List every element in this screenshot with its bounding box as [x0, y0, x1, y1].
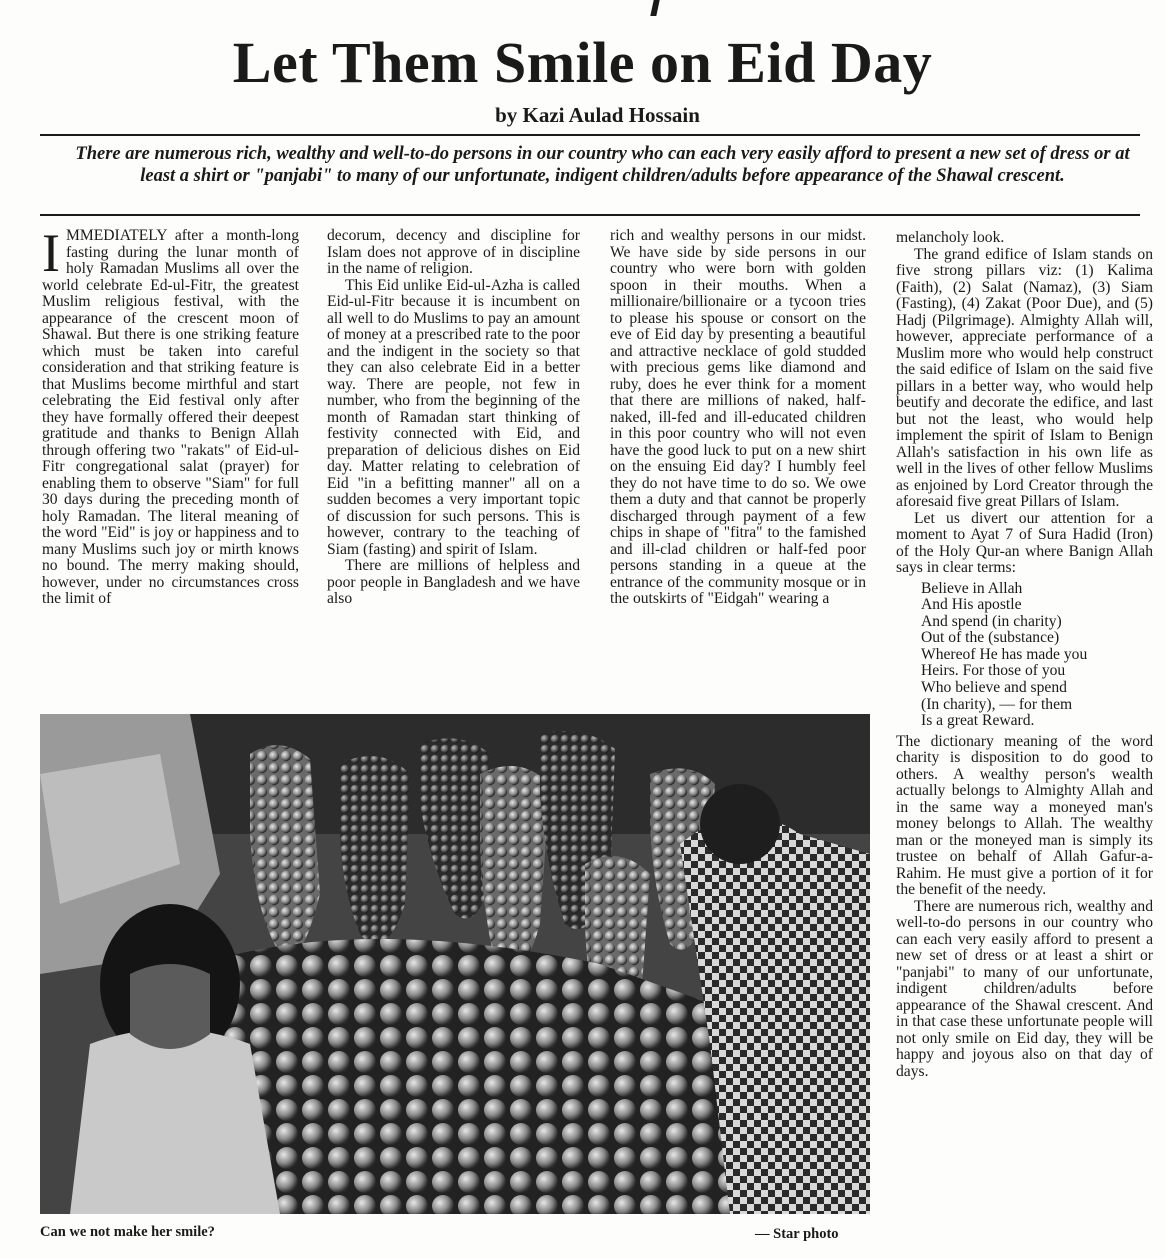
market-fruit-photo	[40, 714, 870, 1214]
standfirst: There are numerous rich, wealthy and well-to-do persons in our country who can each very easily afford to present a new set of dress or at least a shirt or "panjabi" to many of our unfortunate, indigent children/adults before appearance of the Shawal crescent.	[75, 144, 1130, 186]
paragraph: The grand edifice of Islam stands on five strong pillars viz: (1) Kalima (Faith), (2) Salat (Namaz), (3) Siam (Fasting), (4) Zakat (Poor Due), and (5) Hadj (Pilgrimage). Almighty Allah will, however, appreciate performance of a Muslim more who would help construct the said edifice of Islam on the said five pillars in a better way, who would help beutify and decorate the edifice, and last but not the least, who would help implement the spirit of Islam to Benign Allah's satisfaction in his own life as well in the lives of other fellow Muslims as enjoined by Lord Creator through the aforesaid five great Pillars of Islam.	[896, 245, 1153, 510]
paragraph: This Eid unlike Eid-ul-Azha is called Eid-ul-Fitr because it is incumbent on all well to do Muslims to pay an amount of money at a prescribed rate to the poor and the indigent in the society so that they can also celebrate Eid in a better way. There are people, not few in number, who from the beginning of the month of Ramadan start thinking of festivity connected with Eid, and preparation of delicious dishes on Eid day. Matter relating to celebration of Eid "in a befitting manner" all on a sudden becomes a very important topic of discussion for such persons. This is however, contrary to the teaching of Siam (fasting) and spirit of Islam.	[327, 276, 580, 558]
paragraph-text: MMEDIATELY after a month-long fasting during the lunar month of holy Ramadan Muslims all over the world celebrate Ed-ul-Fitr, the greatest Muslim religious festival, with the appearance of the crescent moon of Shawal. But there is one striking feature which must be taken into careful consideration and that striking feature is that Muslims become mirthful and start celebrating the Eid festival only after they have formally offered their deepest gratitude and thanks to Benign Allah through offering two "rakats" of Eid-ul-Fitr congregational salat (prayer) for enabling them to observe "Siam" for full 30 days during the preceding month of holy Ramadan. The literal meaning of the word "Eid" is joy or happiness and to many Muslims such joy or mirth knows no bound. The merry making should, however, under no circumstances cross the limit of	[42, 228, 299, 607]
verse-line: (In charity), — for them	[921, 695, 1073, 713]
paragraph: The dictionary meaning of the word charity is disposition to do good to others. A wealthy person's wealth actually belongs to Almighty Allah and in the same way a moneyed man's money belongs to Allah. The wealthy man or the moneyed man is simply its trustee on behalf of Allah Gafur-a-Rahim. He must give a portion of it for the benefit of the needy.	[896, 732, 1153, 899]
verse-line: Whereof He has made you	[921, 645, 1088, 663]
article-column-4	[896, 230, 1153, 1255]
article-column-2	[327, 228, 580, 710]
verse-line: Out of the (substance)	[921, 629, 1060, 647]
byline: by Kazi Aulad Hossain	[495, 103, 700, 127]
paragraph: melancholy look.	[896, 230, 1005, 246]
photo-illustration	[40, 714, 870, 1214]
verse-line: And His apostle	[921, 596, 1022, 614]
rule-bottom	[40, 214, 1140, 216]
rule-top	[40, 134, 1140, 136]
top-page-mark	[650, 0, 659, 16]
article-column-1	[42, 228, 299, 710]
paragraph: There are millions of helpless and poor people in Bangladesh and we have also	[327, 557, 580, 607]
paragraph: rich and wealthy persons in our midst. We have side by side persons in our country who were born with golden spoon in their mouths. When a millionaire/billionaire or a tycoon tries to please his spouse or consort on the eve of Eid day by presenting a beautiful and attractive necklace of gold studded with precious gems like diamond and ruby, does he ever think for a moment that there are millions of naked, half-naked, ill-fed and ill-educated children in this poor country who will not even have the good luck to put on a new shirt on the ensuing Eid day? I humbly feel they do not have time to do so. We owe them a duty and that cannot be properly discharged through payment of a few chips in shape of "fitra" to the famished and ill-clad children or half-fed poor persons standing in a queue at the entrance of the community mosque or in the outskirts of "Eidgah" wearing a	[610, 228, 866, 607]
drop-cap: I	[42, 228, 60, 283]
paragraph: decorum, decency and discipline for Islam does not approve of in discipline in the name of religion.	[327, 228, 580, 277]
verse-line: Believe in Allah	[921, 579, 1023, 597]
article-column-3	[610, 228, 866, 710]
photo-caption: Can we not make her smile?	[40, 1224, 215, 1240]
verse-line: And spend (in charity)	[921, 612, 1062, 630]
verse-line: Heirs. For those of you	[921, 662, 1066, 680]
photo-credit: — Star photo	[755, 1226, 839, 1242]
verse-line: Is a great Reward.	[921, 712, 1035, 730]
quran-verse	[921, 581, 1153, 730]
paragraph: There are numerous rich, wealthy and well-to-do persons in our country who can each very easily afford to present a new set of dress or at least a shirt or "panjabi" to many of our unfortunate, indigent children/adults before appearance of the Shawal crescent. And in that case these unfortunate people will not only smile on Eid day, they will be happy and joyous also on that day of days.	[896, 897, 1153, 1080]
headline: Let Them Smile on Eid Day	[232, 30, 933, 95]
paragraph: Let us divert our attention for a moment to Ayat 7 of Sura Hadid (Iron) of the Holy Qur-an where Banign Allah says in clear terms:	[896, 509, 1153, 576]
verse-line: Who believe and spend	[921, 679, 1067, 697]
paragraph	[42, 228, 299, 608]
